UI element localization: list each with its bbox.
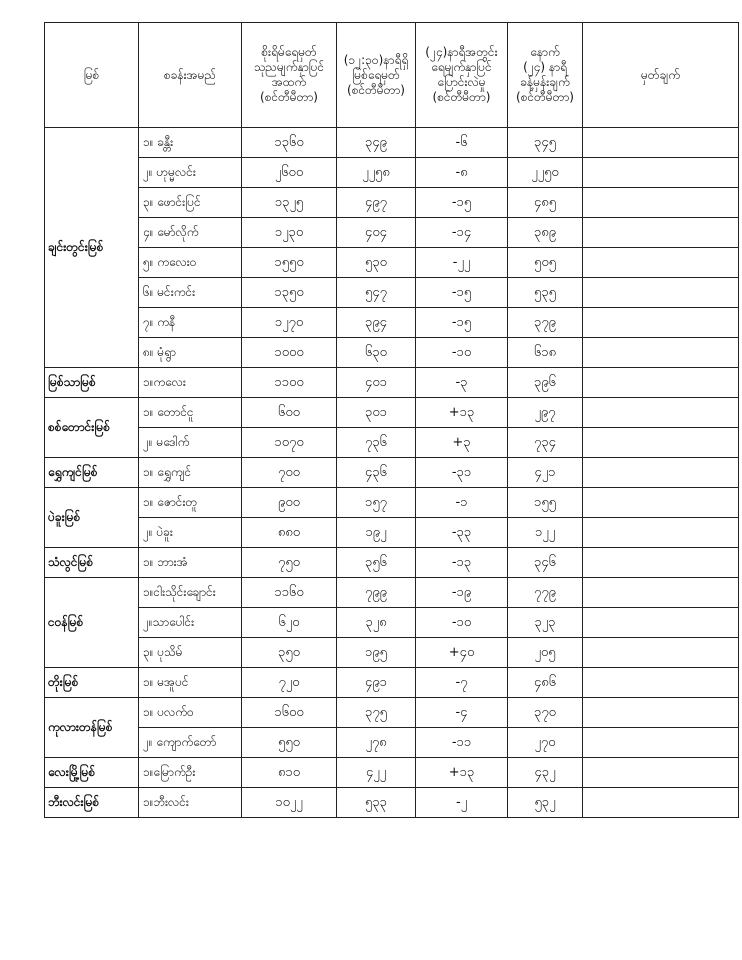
station-name: ၂။ ဟုမ္မလင်း [139,158,242,188]
remarks-cell [583,788,739,818]
level-change: +၄၀ [416,638,508,668]
level-change: -၄ [416,698,508,728]
table-row [45,458,739,488]
forecast-level: ၂၇၀ [508,728,583,758]
station-name: ၁။ ဘားအံ [139,548,242,578]
water-level: ၁၉၅ [337,638,416,668]
header-remarks: မှတ်ချက် [583,23,739,128]
station-name: ၁။ ခန္တီး [139,128,242,158]
station-name: ၁။ ဇောင်းတူ [139,488,242,518]
forecast-level: ၂၉၇ [508,398,583,428]
header-river: မြစ် [45,23,139,128]
river-name: ဘီးလင်းမြစ် [45,788,139,818]
remarks-cell [583,518,739,548]
river-name: ကုလားတန်မြစ် [45,698,139,758]
table-row [45,428,739,458]
danger-level: ၅၅၀ [242,728,337,758]
water-level: ၅၃၃ [337,788,416,818]
water-level: ၄၉၁ [337,668,416,698]
river-name: ရွှေကျင်မြစ် [45,458,139,488]
table-row [45,188,739,218]
danger-level: ၆၂၀ [242,608,337,638]
remarks-cell [583,368,739,398]
forecast-level: ၃၄၆ [508,548,583,578]
danger-level: ၁၆၀၀ [242,698,337,728]
forecast-level: ၄၃၂ [508,758,583,788]
water-level: ၄၀၄ [337,218,416,248]
remarks-cell [583,638,739,668]
water-level: ၄၀၁ [337,368,416,398]
station-name: ၂။ ကျောက်တော် [139,728,242,758]
remarks-cell [583,698,739,728]
forecast-level: ၁၅၅ [508,488,583,518]
remarks-cell [583,758,739,788]
station-name: ၂။ ပဲခူး [139,518,242,548]
water-level: ၂၂၅၈ [337,158,416,188]
level-change: -၃၃ [416,518,508,548]
forecast-level: ၃၈၉ [508,218,583,248]
table-row [45,578,739,608]
danger-level: ၇၂၀ [242,668,337,698]
table-header [45,23,739,128]
danger-level: ၁၁၀၀ [242,368,337,398]
level-change: +၁၃ [416,758,508,788]
danger-level: ၁၀၇၀ [242,428,337,458]
level-change: -၃ [416,368,508,398]
station-name: ၁။ကလေး [139,368,242,398]
station-name: ၈။ မုံရွာ [139,338,242,368]
forecast-level: ၅၃၂ [508,788,583,818]
water-level: ၁၉၂ [337,518,416,548]
level-change: -၁ [416,488,508,518]
station-name: ၅။ ကလေးဝ [139,248,242,278]
forecast-level: ၄၈၆ [508,668,583,698]
level-change: +၃ [416,428,508,458]
water-level: ၃၄၉ [337,128,416,158]
table-row [45,308,739,338]
level-change: -၁၁ [416,728,508,758]
danger-level: ၁၃၆၀ [242,128,337,158]
level-change: -၇ [416,668,508,698]
station-name: ၁။မြောက်ဦး [139,758,242,788]
river-name: ပဲခူးမြစ် [45,488,139,548]
forecast-level: ၃၂၃ [508,608,583,638]
water-level: ၅၃၀ [337,248,416,278]
table-row [45,728,739,758]
forecast-level: ၂၂၅၀ [508,158,583,188]
remarks-cell [583,398,739,428]
remarks-cell [583,218,739,248]
river-name: လေးမြို့မြစ် [45,758,139,788]
table-row [45,788,739,818]
table-row [45,218,739,248]
station-name: ၁။ဘီးလင်း [139,788,242,818]
river-name: တိုးမြစ် [45,668,139,698]
table-row [45,488,739,518]
level-change: -၂ [416,788,508,818]
level-change: +၁၃ [416,398,508,428]
danger-level: ၁၀၀၀ [242,338,337,368]
remarks-cell [583,338,739,368]
danger-level: ၆၀၀ [242,398,337,428]
water-level: ၃၂၈ [337,608,416,638]
forecast-level: ၇၇၉ [508,578,583,608]
danger-level: ၃၅၀ [242,638,337,668]
river-name: စစ်တောင်းမြစ် [45,398,139,458]
water-level: ၇၃၆ [337,428,416,458]
danger-level: ၁၂၇၀ [242,308,337,338]
remarks-cell [583,458,739,488]
danger-level: ၁၀၂၂ [242,788,337,818]
water-level: ၅၄၇ [337,278,416,308]
level-change: -၁၅ [416,278,508,308]
remarks-cell [583,128,739,158]
remarks-cell [583,488,739,518]
water-level: ၁၅၇ [337,488,416,518]
forecast-level: ၄၂၁ [508,458,583,488]
water-level: ၃၅၆ [337,548,416,578]
header-station: စခန်းအမည် [139,23,242,128]
remarks-cell [583,158,739,188]
danger-level: ၁၂၃၀ [242,218,337,248]
table-row [45,698,739,728]
forecast-level: ၃၇၀ [508,698,583,728]
remarks-cell [583,428,739,458]
forecast-level: ၄၈၅ [508,188,583,218]
danger-level: ၁၁၆၀ [242,578,337,608]
station-name: ၁။ တောင်ငူ [139,398,242,428]
table-row [45,278,739,308]
river-name: မြစ်သာမြစ် [45,368,139,398]
station-name: ၁။ ရွှေကျင် [139,458,242,488]
station-name: ၃။ ပုသိမ် [139,638,242,668]
level-change: -၁၀ [416,338,508,368]
table-row [45,368,739,398]
table-row [45,128,739,158]
station-name: ၂။ မဒေါက် [139,428,242,458]
forecast-level: ၁၂၂ [508,518,583,548]
level-change: -၁၅ [416,188,508,218]
remarks-cell [583,608,739,638]
forecast-level: ၅၃၅ [508,278,583,308]
remarks-cell [583,308,739,338]
table-row [45,158,739,188]
level-change: -၈ [416,158,508,188]
station-name: ၆။ မင်းကင်း [139,278,242,308]
forecast-level: ၃၄၅ [508,128,583,158]
danger-level: ၂၆၀၀ [242,158,337,188]
water-level: ၂၇၈ [337,728,416,758]
table-row [45,338,739,368]
level-change: -၆ [416,128,508,158]
danger-level: ၈၈၀ [242,518,337,548]
water-level: ၃၉၄ [337,308,416,338]
forecast-level: ၅၀၅ [508,248,583,278]
table-body [45,128,739,818]
table-row [45,398,739,428]
level-change: -၁၅ [416,308,508,338]
table-row [45,758,739,788]
table-row [45,638,739,668]
water-level: ၃၀၁ [337,398,416,428]
table-row [45,608,739,638]
remarks-cell [583,188,739,218]
station-name: ၁။ ပလက်ဝ [139,698,242,728]
water-level: ၄၂၂ [337,758,416,788]
water-level: ၄၃၆ [337,458,416,488]
station-name: ၁။ မအူပင် [139,668,242,698]
station-name: ၇။ ကနီ [139,308,242,338]
danger-level: ၁၃၅၀ [242,278,337,308]
forecast-level: ၃၇၉ [508,308,583,338]
forecast-level: ၇၃၄ [508,428,583,458]
level-change: -၁၄ [416,218,508,248]
table-row [45,518,739,548]
level-change: -၂၂ [416,248,508,278]
level-change: -၁၉ [416,578,508,608]
remarks-cell [583,668,739,698]
water-level: ၃၇၅ [337,698,416,728]
forecast-level: ၃၉၆ [508,368,583,398]
table-row [45,668,739,698]
level-change: -၃၁ [416,458,508,488]
river-name: ချင်းတွင်းမြစ် [45,128,139,368]
river-name: ငဝန်မြစ် [45,578,139,668]
river-water-level-table [44,22,739,818]
forecast-level: ၆၁၈ [508,338,583,368]
header-danger-level: စိုးရိမ်ရေမှတ် သုညမျက်နှာပြင် အထက် (စင်တီမီတာ) [242,23,337,128]
danger-level: ၉၀၀ [242,488,337,518]
station-name: ၁။ငါးသိုင်းချောင်း [139,578,242,608]
header-24h-change: (၂၄)နာရီအတွင်း ရေမျက်နှာပြင် ပြောင်းလဲမှု (စင်တီမီတာ) [416,23,508,128]
station-name: ၂။သာပေါင်း [139,608,242,638]
danger-level: ၁၃၂၅ [242,188,337,218]
remarks-cell [583,248,739,278]
remarks-cell [583,578,739,608]
danger-level: ၇၅၀ [242,548,337,578]
danger-level: ၁၅၅၀ [242,248,337,278]
forecast-level: ၂၀၅ [508,638,583,668]
station-name: ၄။ မော်လိုက် [139,218,242,248]
danger-level: ၈၁၀ [242,758,337,788]
level-change: -၁၃ [416,548,508,578]
table-row [45,548,739,578]
header-forecast: နောက် (၂၄) နာရီ ခန့်မှန်းချက် (စင်တီမီတာ) [508,23,583,128]
water-level: ၆၃၀ [337,338,416,368]
water-level: ၇၉၉ [337,578,416,608]
station-name: ၃။ ဖောင်းပြင် [139,188,242,218]
remarks-cell [583,728,739,758]
water-level: ၄၉၇ [337,188,416,218]
level-change: -၁၀ [416,608,508,638]
river-name: သံလွင်မြစ် [45,548,139,578]
remarks-cell [583,278,739,308]
table-row [45,248,739,278]
header-current-level: (၁၂:၃၀)နာရီရှိ မြစ်ရေမှတ် (စင်တီမီတာ) [337,23,416,128]
remarks-cell [583,548,739,578]
danger-level: ၇၀၀ [242,458,337,488]
header-row [45,23,739,128]
